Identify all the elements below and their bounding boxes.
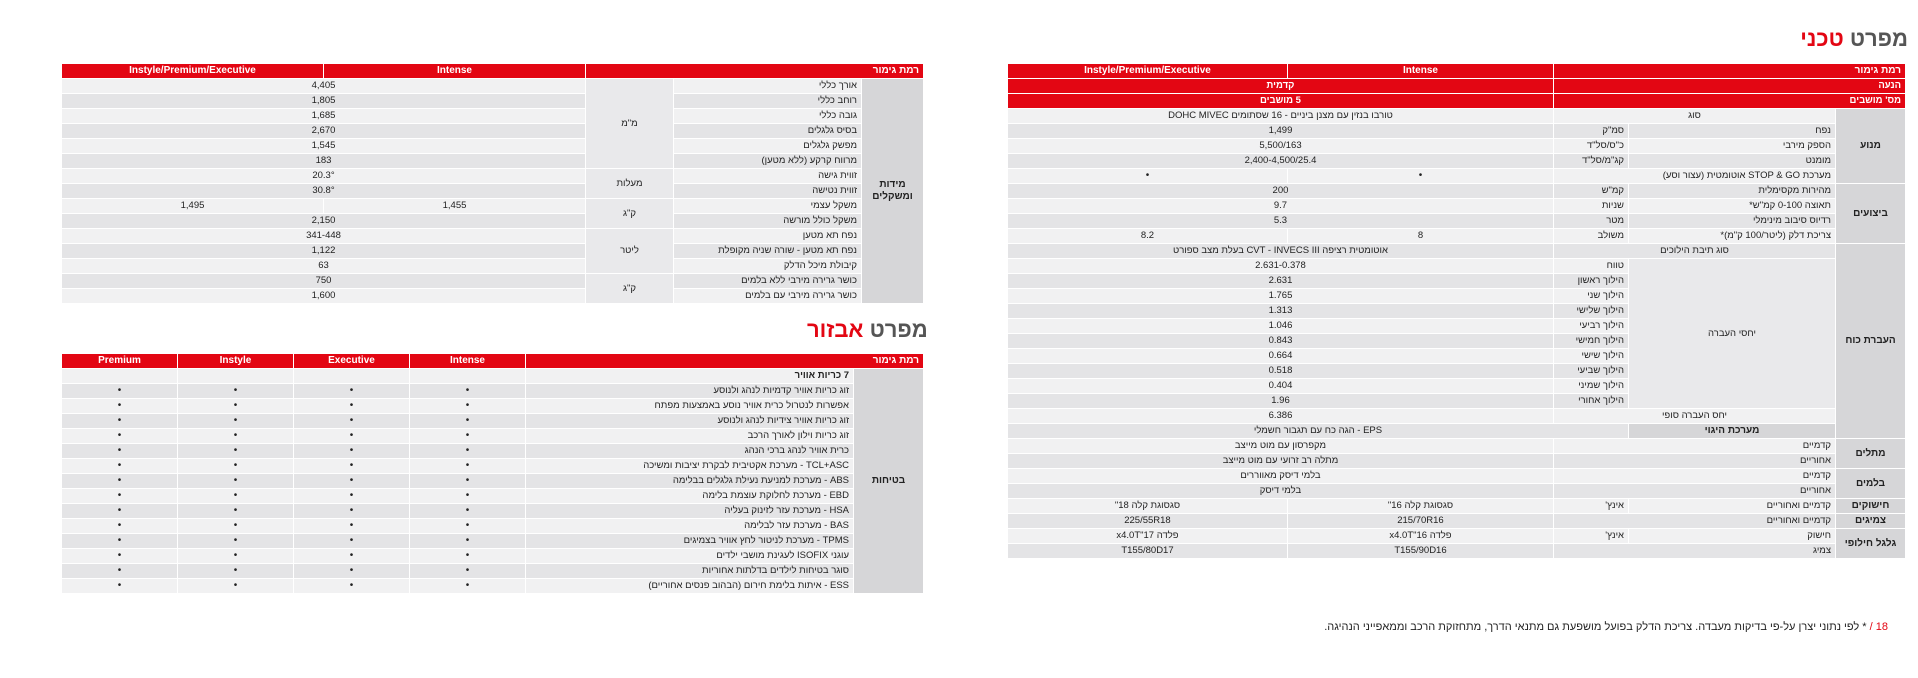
safety-group-label: בטיחות <box>854 369 924 594</box>
dimensions-group-label: מידות ומשקלים <box>862 79 924 304</box>
towing-unbraked-value: 750 <box>62 274 586 289</box>
gear-value: 2.631 <box>1007 274 1553 289</box>
suspension-front-label: קדמיים <box>1553 439 1835 454</box>
gear-value: 1.96 <box>1007 394 1553 409</box>
intense-header: Intense <box>324 64 586 79</box>
equip-executive-mark: • <box>294 579 410 594</box>
equip-premium-mark: • <box>62 414 178 429</box>
steering-row <box>1007 424 1905 439</box>
equip-instyle-mark: • <box>178 564 294 579</box>
width-label: רוחב כללי <box>674 94 862 109</box>
equip-title-prefix: מפרט <box>869 317 928 342</box>
transmission-group-label: העברת כוח <box>1836 244 1906 439</box>
tech-title-prefix: מפרט <box>1849 26 1908 51</box>
displacement-label: נפח <box>1629 124 1836 139</box>
equip-intense-mark: • <box>410 399 526 414</box>
gear-label: הילוך שלישי <box>1553 304 1628 319</box>
torque-value: 2,400-4,500/25.4 <box>1007 154 1553 169</box>
power-label: הספק מירבי <box>1629 139 1836 154</box>
seats-row <box>1007 94 1905 109</box>
equip-intense-mark: • <box>410 534 526 549</box>
airbags-title-row <box>62 369 924 384</box>
length-value: 4,405 <box>62 79 586 94</box>
equip-instyle-mark: • <box>178 459 294 474</box>
top-speed-value: 200 <box>1007 184 1553 199</box>
height-value: 1,685 <box>62 109 586 124</box>
brakes-front-row <box>1007 469 1905 484</box>
equipment-header-row <box>62 354 924 369</box>
equipment-row <box>62 429 924 444</box>
equip-intense-mark: • <box>410 564 526 579</box>
equip-executive-mark: • <box>294 489 410 504</box>
stop-go-row <box>1007 169 1905 184</box>
intense-header: Intense <box>1287 64 1553 79</box>
departure-value: 30.8° <box>62 184 586 199</box>
gearbox-value: אוטומטית רציפה CVT - INVECS III בעלת מצב ספורט <box>1007 244 1553 259</box>
equip-premium-mark: • <box>62 549 178 564</box>
power-unit: כ"ס/סל"ד <box>1553 139 1628 154</box>
gear-label: הילוך שני <box>1553 289 1628 304</box>
airbags-title: 7 כריות אוויר <box>526 369 854 384</box>
gear-label: טווח <box>1553 259 1628 274</box>
dim-row <box>62 109 924 124</box>
fuel-tank-value: 63 <box>62 259 586 274</box>
acceleration-row <box>1007 199 1905 214</box>
equip-premium-mark: • <box>62 534 178 549</box>
rims-label: קדמיים ואחוריים <box>1629 499 1836 514</box>
towing-braked-value: 1,600 <box>62 289 586 304</box>
engine-displacement-row <box>1007 124 1905 139</box>
acceleration-label: תאוצה 0-100 קמ"ש* <box>1629 199 1836 214</box>
performance-group-label: ביצועים <box>1836 184 1906 244</box>
equip-instyle-mark: • <box>178 504 294 519</box>
equipment-label: BAS - מערכת עזר לבלימה <box>526 519 854 534</box>
equip-intense-mark: • <box>410 444 526 459</box>
equip-executive-mark: • <box>294 504 410 519</box>
turn-radius-value: 5.3 <box>1007 214 1553 229</box>
trunk-label: נפח תא מטען <box>674 229 862 244</box>
ipe-header: Instyle/Premium/Executive <box>1007 64 1287 79</box>
fuel-ipe: 8.2 <box>1007 229 1287 244</box>
equip-intense-mark: • <box>410 474 526 489</box>
equipment-label: TPMS - מערכת לניטור לחץ אוויר בצמיגים <box>526 534 854 549</box>
equipment-row <box>62 474 924 489</box>
spare-tire-row <box>1007 544 1905 559</box>
equip-intense-mark: • <box>410 429 526 444</box>
equip-instyle-mark: • <box>178 474 294 489</box>
suspension-group-label: מתלים <box>1836 439 1906 469</box>
spare-rim-label: חישוק <box>1629 529 1836 544</box>
equipment-row <box>62 384 924 399</box>
dim-row <box>62 139 924 154</box>
trunk-value: 341-448 <box>62 229 586 244</box>
spare-rim-unit: אינץ' <box>1553 529 1628 544</box>
drive-label: הנעה <box>1553 79 1905 94</box>
equip-premium-mark: • <box>62 429 178 444</box>
gear-value: 0.664 <box>1007 349 1553 364</box>
final-drive-value: 6.386 <box>1007 409 1553 424</box>
equip-premium-mark: • <box>62 504 178 519</box>
equipment-spec-title <box>807 317 928 343</box>
turn-radius-row <box>1007 214 1905 229</box>
track-label: מפשק גלגלים <box>674 139 862 154</box>
brakes-rear-label: אחוריים <box>1553 484 1835 499</box>
spare-tire-intense: T155/90D16 <box>1287 544 1553 559</box>
brakes-front-label: קדמיים <box>1553 469 1835 484</box>
spare-group-label: גלגל חילופי <box>1836 529 1906 559</box>
acceleration-unit: שניות <box>1553 199 1628 214</box>
trim-level-header: רמת גימור <box>526 354 924 369</box>
dim-row <box>62 169 924 184</box>
tires-ipe: 225/55R18 <box>1007 514 1287 529</box>
drive-value: קדמית <box>1007 79 1553 94</box>
spare-tire-label: צמיג <box>1553 544 1835 559</box>
rims-group-label: חישוקים <box>1836 499 1906 514</box>
equip-executive-mark: • <box>294 384 410 399</box>
dim-row <box>62 289 924 304</box>
engine-group-label: מנוע <box>1836 109 1906 184</box>
equipment-row <box>62 579 924 594</box>
executive-header: Executive <box>294 354 410 369</box>
acceleration-value: 9.7 <box>1007 199 1553 214</box>
rims-intense: סגסוגת קלה 16" <box>1287 499 1553 514</box>
equipment-label: כרית אוויר לנהג ברכי הנהג <box>526 444 854 459</box>
spare-tire-ipe: T155/80D17 <box>1007 544 1287 559</box>
equipment-label: ABS - מערכת למניעת נעילת גלגלים בבלימה <box>526 474 854 489</box>
drive-row <box>1007 79 1905 94</box>
equip-premium-mark: • <box>62 579 178 594</box>
gvw-value: 2,150 <box>62 214 586 229</box>
equip-instyle-mark: • <box>178 429 294 444</box>
trunk-folded-label: נפח תא מטען - שורה שניה מקופלת <box>674 244 862 259</box>
equip-executive-mark: • <box>294 429 410 444</box>
equip-executive-mark: • <box>294 474 410 489</box>
equip-instyle-mark: • <box>178 384 294 399</box>
unit-kg: ק"ג <box>586 274 674 304</box>
towing-braked-label: כושר גרירה מירבי עם בלמים <box>674 289 862 304</box>
suspension-rear-value: מתלה רב זרועי עם מוט מייצב <box>1007 454 1553 469</box>
dim-row <box>62 154 924 169</box>
final-drive-label: יחס העברה סופי <box>1553 409 1835 424</box>
dim-row <box>62 244 924 259</box>
engine-type-row <box>1007 109 1905 124</box>
equipment-table <box>61 353 924 594</box>
equip-premium-mark: • <box>62 459 178 474</box>
equip-intense-mark: • <box>410 504 526 519</box>
equipment-row <box>62 489 924 504</box>
dim-row <box>62 79 924 94</box>
spare-rim-ipe: פלדה 17"x4.0T <box>1007 529 1287 544</box>
brakes-rear-row <box>1007 484 1905 499</box>
unit-mm: מ"מ <box>586 79 674 169</box>
tech-header-row <box>1007 64 1905 79</box>
gear-value: 0.404 <box>1007 379 1553 394</box>
displacement-unit: סמ"ק <box>1553 124 1628 139</box>
turn-radius-unit: מטר <box>1553 214 1628 229</box>
tires-row <box>1007 514 1905 529</box>
engine-power-row <box>1007 139 1905 154</box>
gearbox-row <box>1007 244 1905 259</box>
equipment-label: זוג כריות אוויר צידיות לנהג ולנוסע <box>526 414 854 429</box>
equipment-label: זוג כריות וילון לאורך הרכב <box>526 429 854 444</box>
dim-row <box>62 229 924 244</box>
trunk-folded-value: 1,122 <box>62 244 586 259</box>
page-number: 18 <box>1875 621 1888 633</box>
engine-torque-row <box>1007 154 1905 169</box>
gearbox-label: סוג תיבת הילוכים <box>1553 244 1835 259</box>
top-speed-row <box>1007 184 1905 199</box>
equip-premium-mark: • <box>62 384 178 399</box>
clearance-value: 183 <box>62 154 586 169</box>
footnote-text: * לפי נתוני יצרן על-פי בדיקות מעבדה. צריכת הדלק בפועל מושפעת גם מתנאי הדרך, מתחזוקת הרכב וממאפייני הנהיגה. <box>1324 621 1867 633</box>
equip-intense-mark: • <box>410 549 526 564</box>
wheelbase-value: 2,670 <box>62 124 586 139</box>
tires-label: קדמיים ואחוריים <box>1553 514 1835 529</box>
departure-label: זווית נטישה <box>674 184 862 199</box>
premium-header: Premium <box>62 354 178 369</box>
equipment-row <box>62 519 924 534</box>
trim-level-header: רמת גימור <box>1553 64 1905 79</box>
stop-go-label: מערכת STOP & GO אוטומטית (עצור וסע) <box>1553 169 1835 184</box>
equip-premium-mark: • <box>62 444 178 459</box>
equipment-row <box>62 534 924 549</box>
equipment-label: סוגר בטיחות לילדים בדלתות אחוריות <box>526 564 854 579</box>
seats-label: מס' מושבים <box>1553 94 1905 109</box>
suspension-rear-row <box>1007 454 1905 469</box>
gear-label: הילוך ראשון <box>1553 274 1628 289</box>
wheelbase-label: בסיס גלגלים <box>674 124 862 139</box>
torque-label: מומנט <box>1629 154 1836 169</box>
dim-row <box>62 274 924 289</box>
intense-header: Intense <box>410 354 526 369</box>
gear-label: הילוך רביעי <box>1553 319 1628 334</box>
tech-spec-table <box>1007 63 1906 559</box>
stop-go-ipe: • <box>1007 169 1287 184</box>
page-separator: / <box>1869 621 1873 633</box>
stop-go-intense: • <box>1287 169 1553 184</box>
equip-title-highlight: אבזור <box>807 317 864 342</box>
equip-executive-mark: • <box>294 519 410 534</box>
curb-weight-intense: 1,455 <box>324 199 586 214</box>
gear-label: הילוך שישי <box>1553 349 1628 364</box>
dim-row <box>62 199 924 214</box>
curb-weight-label: משקל עצמי <box>674 199 862 214</box>
curb-weight-ipe: 1,495 <box>62 199 324 214</box>
equipment-row <box>62 459 924 474</box>
towing-unbraked-label: כושר גרירה מירבי ללא בלמים <box>674 274 862 289</box>
brakes-group-label: בלמים <box>1836 469 1906 499</box>
turn-radius-label: רדיוס סיבוב מינימלי <box>1629 214 1836 229</box>
trim-level-header: רמת גימור <box>586 64 924 79</box>
equip-instyle-mark: • <box>178 489 294 504</box>
rims-unit: אינץ' <box>1553 499 1628 514</box>
tech-spec-title <box>1800 26 1908 52</box>
equipment-label: TCL+ASC - מערכת אקטיבית לבקרת יציבות ומשיכה <box>526 459 854 474</box>
final-drive-row <box>1007 409 1905 424</box>
brakes-rear-value: בלמי דיסק <box>1007 484 1553 499</box>
top-speed-unit: קמ"ש <box>1553 184 1628 199</box>
clearance-label: מרווח קרקע (ללא מטען) <box>674 154 862 169</box>
gear-value: 1.313 <box>1007 304 1553 319</box>
gear-label: הילוך שביעי <box>1553 364 1628 379</box>
unit-kg: ק"ג <box>586 199 674 229</box>
equip-executive-mark: • <box>294 459 410 474</box>
steering-value: EPS - הגה כח עם תגבור חשמלי <box>1007 424 1628 439</box>
height-label: גובה כללי <box>674 109 862 124</box>
top-speed-label: מהירות מקסימלית <box>1629 184 1836 199</box>
suspension-front-row <box>1007 439 1905 454</box>
approach-value: 20.3° <box>62 169 586 184</box>
brakes-front-value: בלמי דיסק מאווררים <box>1007 469 1553 484</box>
engine-type-value: טורבו בנזין עם מצנן ביניים - 16 שסתומים DOHC MIVEC <box>1007 109 1553 124</box>
ipe-header: Instyle/Premium/Executive <box>62 64 324 79</box>
dim-row <box>62 184 924 199</box>
equipment-label: עוגני ISOFIX לעגינת מושבי ילדים <box>526 549 854 564</box>
unit-liter: ליטר <box>586 229 674 274</box>
equip-instyle-mark: • <box>178 444 294 459</box>
equipment-label: EBD - מערכת לחלוקת עוצמת בלימה <box>526 489 854 504</box>
equip-intense-mark: • <box>410 489 526 504</box>
dim-row <box>62 259 924 274</box>
track-value: 1,545 <box>62 139 586 154</box>
displacement-value: 1,499 <box>1007 124 1553 139</box>
fuel-tank-label: קיבולת מיכל הדלק <box>674 259 862 274</box>
power-value: 5,500/163 <box>1007 139 1553 154</box>
equip-premium-mark: • <box>62 519 178 534</box>
instyle-header: Instyle <box>178 354 294 369</box>
dim-row <box>62 124 924 139</box>
engine-type-label: סוג <box>1553 109 1835 124</box>
equip-instyle-mark: • <box>178 519 294 534</box>
equip-intense-mark: • <box>410 414 526 429</box>
equipment-label: HSA - מערכת עזר לזינוק בעליה <box>526 504 854 519</box>
width-value: 1,805 <box>62 94 586 109</box>
spare-rim-row <box>1007 529 1905 544</box>
equip-instyle-mark: • <box>178 549 294 564</box>
gear-value: 2.631-0.378 <box>1007 259 1553 274</box>
tires-intense: 215/70R16 <box>1287 514 1553 529</box>
equip-instyle-mark: • <box>178 414 294 429</box>
gear-label: הילוך חמישי <box>1553 334 1628 349</box>
dim-row <box>62 214 924 229</box>
equip-executive-mark: • <box>294 564 410 579</box>
rims-ipe: סגסוגת קלה 18" <box>1007 499 1287 514</box>
equipment-label: אפשרות לנטרול כרית אוויר נוסע באמצעות מפתח <box>526 399 854 414</box>
gear-label: הילוך אחורי <box>1553 394 1628 409</box>
approach-label: זווית גישה <box>674 169 862 184</box>
spare-rim-intense: פלדה 16"x4.0T <box>1287 529 1553 544</box>
suspension-rear-label: אחוריים <box>1553 454 1835 469</box>
equip-executive-mark: • <box>294 399 410 414</box>
equip-intense-mark: • <box>410 459 526 474</box>
equipment-label: ESS - איתות בלימת חירום (הבהוב פנסים אחוריים) <box>526 579 854 594</box>
equip-intense-mark: • <box>410 519 526 534</box>
suspension-front-value: מקפרסון עם מוט מייצב <box>1007 439 1553 454</box>
equip-executive-mark: • <box>294 534 410 549</box>
footnote <box>1324 621 1888 633</box>
equip-instyle-mark: • <box>178 399 294 414</box>
length-label: אורך כללי <box>674 79 862 94</box>
gear-value: 1.765 <box>1007 289 1553 304</box>
fuel-consumption-row <box>1007 229 1905 244</box>
dim-row <box>62 94 924 109</box>
equip-premium-mark: • <box>62 564 178 579</box>
equip-executive-mark: • <box>294 444 410 459</box>
equip-premium-mark: • <box>62 474 178 489</box>
fuel-label: צריכת דלק (ליטר/100 ק"מ)* <box>1629 229 1836 244</box>
equipment-row <box>62 399 924 414</box>
equip-premium-mark: • <box>62 399 178 414</box>
gear-value: 0.843 <box>1007 334 1553 349</box>
equip-premium-mark: • <box>62 489 178 504</box>
gear-row <box>1007 259 1905 274</box>
torque-unit: קג"מ/סל"ד <box>1553 154 1628 169</box>
equip-intense-mark: • <box>410 579 526 594</box>
equip-executive-mark: • <box>294 549 410 564</box>
gvw-label: משקל כולל מורשה <box>674 214 862 229</box>
equipment-row <box>62 504 924 519</box>
equip-instyle-mark: • <box>178 534 294 549</box>
tech-title-highlight: טכני <box>1800 26 1844 51</box>
equip-executive-mark: • <box>294 414 410 429</box>
equipment-row <box>62 444 924 459</box>
steering-group-label: מערכת היגוי <box>1629 424 1836 439</box>
equip-intense-mark: • <box>410 384 526 399</box>
seats-value: 5 מושבים <box>1007 94 1553 109</box>
gear-value: 1.046 <box>1007 319 1553 334</box>
tires-group-label: צמיגים <box>1836 514 1906 529</box>
equipment-row <box>62 564 924 579</box>
gear-label: הילוך שמיני <box>1553 379 1628 394</box>
equip-instyle-mark: • <box>178 579 294 594</box>
equipment-label: זוג כריות אוויר קדמיות לנהג ולנוסע <box>526 384 854 399</box>
dimensions-table <box>61 63 924 304</box>
fuel-unit: משולב <box>1553 229 1628 244</box>
gear-value: 0.518 <box>1007 364 1553 379</box>
gear-ratios-label: יחסי העברה <box>1629 259 1836 409</box>
rims-row <box>1007 499 1905 514</box>
unit-degrees: מעלות <box>586 169 674 199</box>
fuel-intense: 8 <box>1287 229 1553 244</box>
dimensions-header-row <box>62 64 924 79</box>
equipment-row <box>62 414 924 429</box>
equipment-row <box>62 549 924 564</box>
